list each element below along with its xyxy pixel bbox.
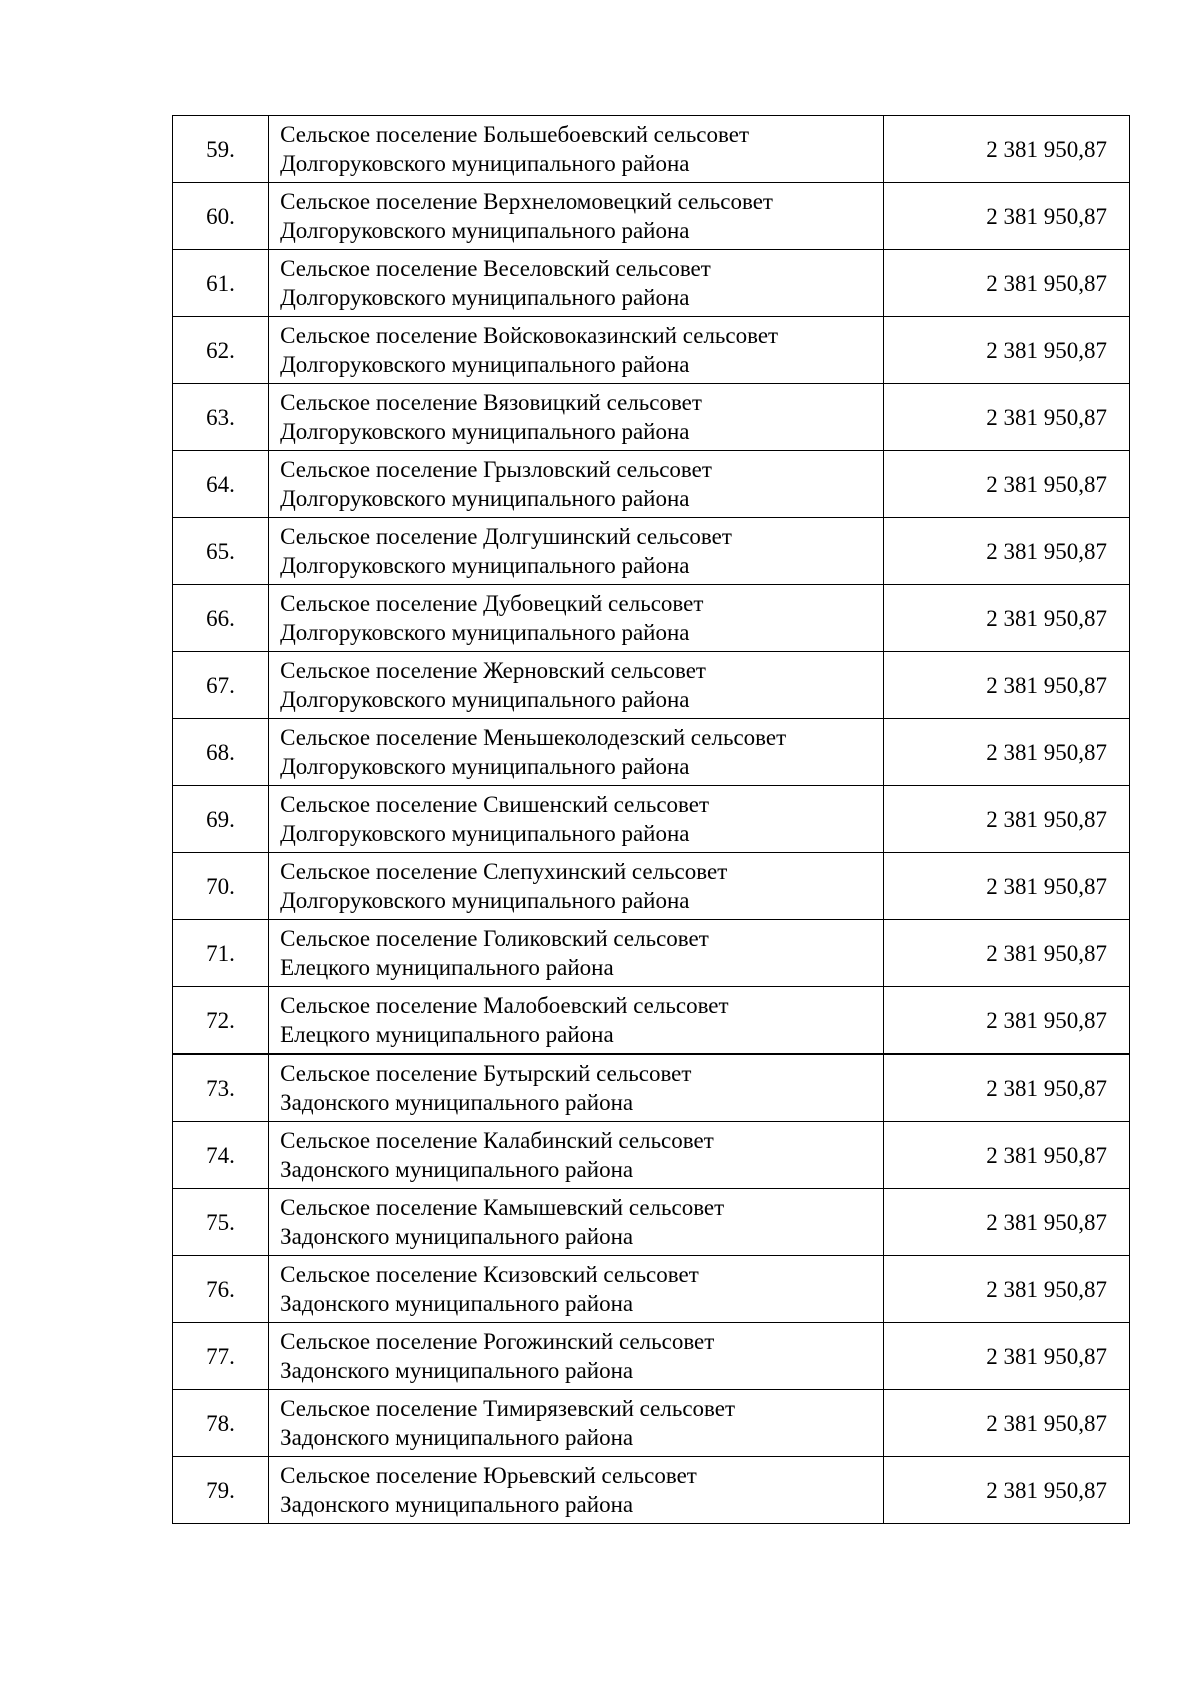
table-row: [173, 1256, 1130, 1323]
row-amount: 2 381 950,87: [883, 786, 1129, 853]
row-number: 72.: [173, 987, 269, 1055]
row-amount: 2 381 950,87: [883, 853, 1129, 920]
settlement-name-line1: Сельское поселение Жерновский сельсовет: [280, 658, 706, 683]
table-body: [173, 116, 1130, 1524]
settlement-name-line2: Долгоруковского муниципального района: [280, 821, 690, 846]
table-row: [173, 250, 1130, 317]
settlement-name: [269, 183, 884, 250]
settlement-name-line2: Долгоруковского муниципального района: [280, 218, 690, 243]
settlement-name-line2: Долгоруковского муниципального района: [280, 687, 690, 712]
row-number: 71.: [173, 920, 269, 987]
settlement-name-line2: Задонского муниципального района: [280, 1358, 634, 1383]
row-number: 76.: [173, 1256, 269, 1323]
allocation-table: [172, 115, 1130, 1524]
row-amount: 2 381 950,87: [883, 987, 1129, 1055]
settlement-name-line2: Долгоруковского муниципального района: [280, 352, 690, 377]
table-row: [173, 451, 1130, 518]
settlement-name: [269, 1256, 884, 1323]
table-row: [173, 920, 1130, 987]
row-amount: 2 381 950,87: [883, 920, 1129, 987]
settlement-name: [269, 987, 884, 1055]
settlement-name-line1: Сельское поселение Рогожинский сельсовет: [280, 1329, 715, 1354]
row-number: 65.: [173, 518, 269, 585]
table-row: [173, 719, 1130, 786]
row-number: 77.: [173, 1323, 269, 1390]
settlement-name: [269, 116, 884, 183]
settlement-name-line2: Долгоруковского муниципального района: [280, 151, 690, 176]
row-number: 63.: [173, 384, 269, 451]
settlement-name: [269, 920, 884, 987]
row-number: 59.: [173, 116, 269, 183]
row-amount: 2 381 950,87: [883, 1122, 1129, 1189]
settlement-name-line1: Сельское поселение Голиковский сельсовет: [280, 926, 709, 951]
settlement-name-line2: Долгоруковского муниципального района: [280, 419, 690, 444]
settlement-name-line1: Сельское поселение Тимирязевский сельсовет: [280, 1396, 736, 1421]
settlement-name: [269, 853, 884, 920]
row-number: 74.: [173, 1122, 269, 1189]
row-number: 67.: [173, 652, 269, 719]
settlement-name-line1: Сельское поселение Малобоевский сельсовет: [280, 993, 729, 1018]
settlement-name-line1: Сельское поселение Войсковоказинский сельсовет: [280, 323, 779, 348]
settlement-name-line1: Сельское поселение Бутырский сельсовет: [280, 1061, 692, 1086]
row-number: 62.: [173, 317, 269, 384]
settlement-name-line1: Сельское поселение Грызловский сельсовет: [280, 457, 712, 482]
row-number: 79.: [173, 1457, 269, 1524]
table-row: [173, 183, 1130, 250]
settlement-name-line2: Долгоруковского муниципального района: [280, 754, 690, 779]
row-number: 60.: [173, 183, 269, 250]
settlement-name: [269, 1189, 884, 1256]
row-number: 78.: [173, 1390, 269, 1457]
table-row: [173, 384, 1130, 451]
row-amount: 2 381 950,87: [883, 183, 1129, 250]
row-amount: 2 381 950,87: [883, 1390, 1129, 1457]
settlement-name-line2: Задонского муниципального района: [280, 1425, 634, 1450]
table-row: [173, 786, 1130, 853]
settlement-name-line2: Долгоруковского муниципального района: [280, 285, 690, 310]
table-row: [173, 1457, 1130, 1524]
row-amount: 2 381 950,87: [883, 1457, 1129, 1524]
row-number: 64.: [173, 451, 269, 518]
table-row: [173, 1054, 1130, 1122]
row-amount: 2 381 950,87: [883, 719, 1129, 786]
row-amount: 2 381 950,87: [883, 384, 1129, 451]
settlement-name-line2: Задонского муниципального района: [280, 1492, 634, 1517]
row-amount: 2 381 950,87: [883, 652, 1129, 719]
settlement-name: [269, 451, 884, 518]
settlement-name: [269, 1457, 884, 1524]
settlement-name-line1: Сельское поселение Вязовицкий сельсовет: [280, 390, 702, 415]
settlement-name-line2: Задонского муниципального района: [280, 1157, 634, 1182]
table-row: [173, 987, 1130, 1055]
settlement-name-line1: Сельское поселение Ксизовский сельсовет: [280, 1262, 699, 1287]
table-row: [173, 1390, 1130, 1457]
settlement-name: [269, 317, 884, 384]
row-amount: 2 381 950,87: [883, 1323, 1129, 1390]
settlement-name-line2: Долгоруковского муниципального района: [280, 888, 690, 913]
settlement-name: [269, 1323, 884, 1390]
settlement-name-line2: Долгоруковского муниципального района: [280, 620, 690, 645]
table-row: [173, 518, 1130, 585]
settlement-name-line1: Сельское поселение Веселовский сельсовет: [280, 256, 711, 281]
table-row: [173, 853, 1130, 920]
settlement-name: [269, 786, 884, 853]
table-row: [173, 652, 1130, 719]
row-number: 61.: [173, 250, 269, 317]
settlement-name-line1: Сельское поселение Юрьевский сельсовет: [280, 1463, 697, 1488]
settlement-name-line1: Сельское поселение Долгушинский сельсовет: [280, 524, 732, 549]
settlement-name: [269, 585, 884, 652]
settlement-name: [269, 719, 884, 786]
row-number: 66.: [173, 585, 269, 652]
settlement-name-line1: Сельское поселение Свишенский сельсовет: [280, 792, 710, 817]
settlement-name: [269, 1390, 884, 1457]
row-amount: 2 381 950,87: [883, 585, 1129, 652]
settlement-name-line1: Сельское поселение Слепухинский сельсовет: [280, 859, 728, 884]
row-number: 70.: [173, 853, 269, 920]
settlement-name: [269, 652, 884, 719]
settlement-name-line1: Сельское поселение Калабинский сельсовет: [280, 1128, 714, 1153]
row-amount: 2 381 950,87: [883, 518, 1129, 585]
row-amount: 2 381 950,87: [883, 451, 1129, 518]
settlement-name-line1: Сельское поселение Большебоевский сельсовет: [280, 122, 749, 147]
row-amount: 2 381 950,87: [883, 1189, 1129, 1256]
row-amount: 2 381 950,87: [883, 116, 1129, 183]
row-number: 68.: [173, 719, 269, 786]
table-row: [173, 1122, 1130, 1189]
settlement-name-line1: Сельское поселение Меньшеколодезский сельсовет: [280, 725, 787, 750]
settlement-name-line2: Елецкого муниципального района: [280, 1022, 614, 1047]
table-row: [173, 585, 1130, 652]
settlement-name-line2: Задонского муниципального района: [280, 1291, 634, 1316]
row-number: 73.: [173, 1054, 269, 1122]
table-row: [173, 1323, 1130, 1390]
settlement-name-line2: Елецкого муниципального района: [280, 955, 614, 980]
settlement-name-line2: Долгоруковского муниципального района: [280, 553, 690, 578]
settlement-name-line2: Задонского муниципального района: [280, 1090, 634, 1115]
settlement-name: [269, 518, 884, 585]
settlement-name: [269, 250, 884, 317]
row-amount: 2 381 950,87: [883, 1054, 1129, 1122]
row-number: 69.: [173, 786, 269, 853]
settlement-name: [269, 1054, 884, 1122]
settlement-name: [269, 1122, 884, 1189]
row-number: 75.: [173, 1189, 269, 1256]
row-amount: 2 381 950,87: [883, 250, 1129, 317]
settlement-name-line1: Сельское поселение Дубовецкий сельсовет: [280, 591, 704, 616]
settlement-name-line1: Сельское поселение Верхнеломовецкий сельсовет: [280, 189, 773, 214]
settlement-name-line1: Сельское поселение Камышевский сельсовет: [280, 1195, 725, 1220]
settlement-name: [269, 384, 884, 451]
table-row: [173, 1189, 1130, 1256]
settlement-name-line2: Долгоруковского муниципального района: [280, 486, 690, 511]
row-amount: 2 381 950,87: [883, 1256, 1129, 1323]
settlement-name-line2: Задонского муниципального района: [280, 1224, 634, 1249]
row-amount: 2 381 950,87: [883, 317, 1129, 384]
table-row: [173, 116, 1130, 183]
table-row: [173, 317, 1130, 384]
